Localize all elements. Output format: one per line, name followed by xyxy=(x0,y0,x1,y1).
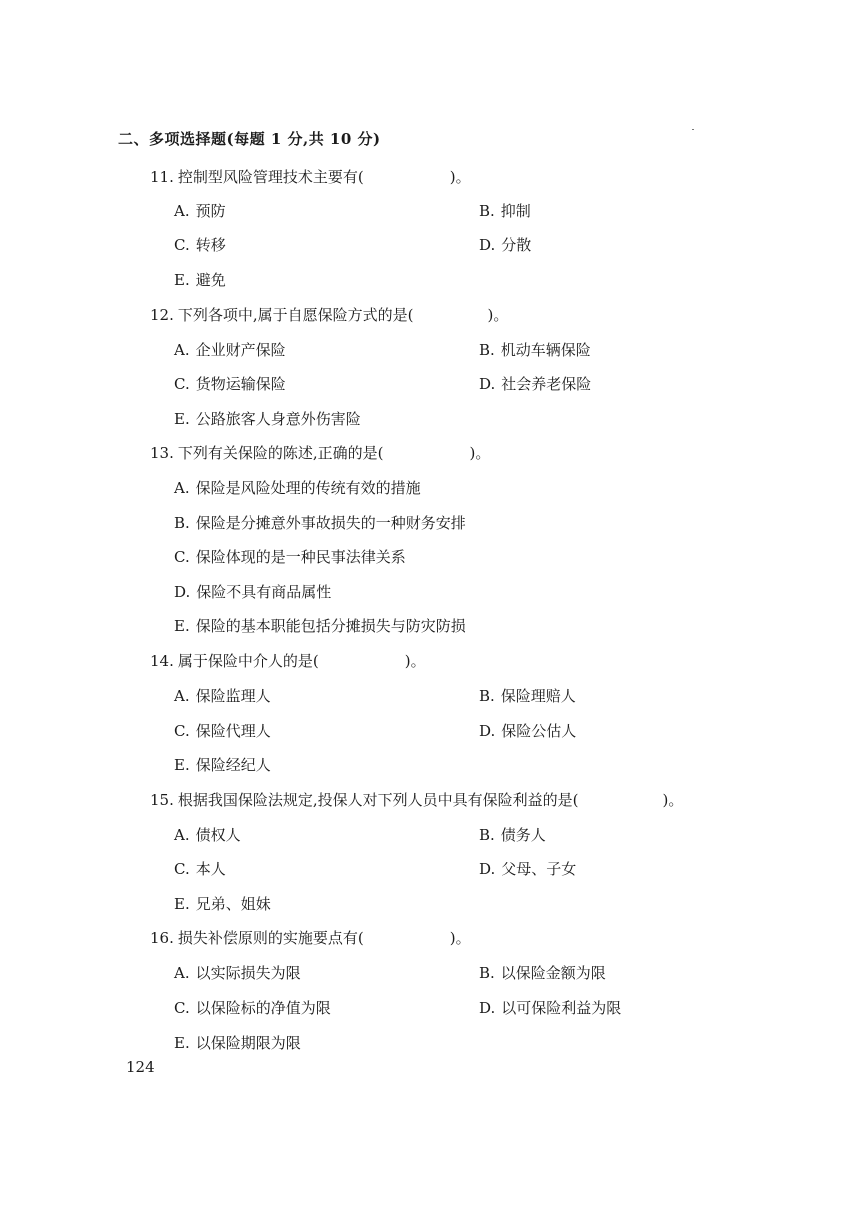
option-c xyxy=(174,546,406,567)
option-d xyxy=(174,581,331,602)
option-letter: E. xyxy=(174,617,190,635)
option-letter: B. xyxy=(479,202,495,220)
option-letter: C. xyxy=(174,999,190,1017)
option-text: 保险的基本职能包括分摊损失与防灾防损 xyxy=(195,617,466,635)
option-text: 保险是分摊意外事故损失的一种财务安排 xyxy=(195,514,466,532)
option-letter: D. xyxy=(479,236,496,254)
option-c xyxy=(174,234,226,255)
option-letter: A. xyxy=(174,687,190,705)
option-text: 以保险标的净值为限 xyxy=(195,999,331,1017)
page-number: 124 xyxy=(126,1058,155,1076)
question-12 xyxy=(150,304,790,325)
option-text: 抑制 xyxy=(500,202,531,220)
question-stem: 下列各项中,属于自愿保险方式的是( xyxy=(177,306,414,324)
option-text: 保险体现的是一种民事法律关系 xyxy=(195,548,406,566)
option-text: 保险是风险处理的传统有效的措施 xyxy=(195,479,421,497)
option-letter: B. xyxy=(174,514,190,532)
option-d xyxy=(479,720,576,741)
option-letter: C. xyxy=(174,722,190,740)
option-b xyxy=(479,685,576,706)
option-text: 机动车辆保险 xyxy=(500,341,591,359)
option-c xyxy=(174,720,271,741)
question-number: 16. xyxy=(150,929,174,947)
option-text: 转移 xyxy=(195,236,226,254)
option-b xyxy=(174,512,466,533)
option-text: 分散 xyxy=(501,236,532,254)
question-11 xyxy=(150,166,790,187)
option-e xyxy=(174,269,226,290)
option-text: 企业财产保险 xyxy=(195,341,286,359)
option-letter: D. xyxy=(479,722,496,740)
question-stem: 根据我国保险法规定,投保人对下列人员中具有保险利益的是( xyxy=(177,791,579,809)
question-13 xyxy=(150,442,790,463)
option-e xyxy=(174,893,271,914)
question-close: )。 xyxy=(487,306,509,324)
question-close: )。 xyxy=(404,652,426,670)
scan-speck xyxy=(692,129,694,130)
option-d xyxy=(479,373,591,394)
option-text: 预防 xyxy=(195,202,226,220)
option-letter: E. xyxy=(174,271,190,289)
question-stem: 属于保险中介人的是( xyxy=(177,652,319,670)
question-14 xyxy=(150,650,790,671)
option-letter: E. xyxy=(174,1034,190,1052)
option-letter: B. xyxy=(479,964,495,982)
option-d xyxy=(479,997,621,1018)
option-text: 父母、子女 xyxy=(501,860,577,878)
option-a xyxy=(174,824,241,845)
option-letter: C. xyxy=(174,860,190,878)
option-text: 社会养老保险 xyxy=(501,375,592,393)
question-close: )。 xyxy=(662,791,684,809)
question-number: 13. xyxy=(150,444,174,462)
option-letter: D. xyxy=(479,999,496,1017)
section-title: 二、多项选择题(每题 1 分,共 10 分) xyxy=(118,130,381,148)
question-close: )。 xyxy=(449,929,471,947)
option-d xyxy=(479,234,531,255)
option-a xyxy=(174,339,286,360)
option-b xyxy=(479,200,531,221)
option-text: 保险监理人 xyxy=(195,687,271,705)
question-close: )。 xyxy=(449,168,471,186)
option-text: 以实际损失为限 xyxy=(195,964,301,982)
option-letter: D. xyxy=(174,583,191,601)
option-text: 保险经纪人 xyxy=(195,756,271,774)
option-text: 保险不具有商品属性 xyxy=(196,583,332,601)
question-number: 11. xyxy=(150,168,174,186)
option-e xyxy=(174,754,271,775)
option-e xyxy=(174,615,466,636)
option-letter: E. xyxy=(174,895,190,913)
option-b xyxy=(479,962,606,983)
question-close: )。 xyxy=(469,444,491,462)
option-letter: C. xyxy=(174,236,190,254)
option-letter: A. xyxy=(174,964,190,982)
option-text: 保险公估人 xyxy=(501,722,577,740)
option-text: 货物运输保险 xyxy=(195,375,286,393)
option-letter: C. xyxy=(174,548,190,566)
option-d xyxy=(479,858,576,879)
question-stem: 下列有关保险的陈述,正确的是( xyxy=(177,444,384,462)
option-a xyxy=(174,685,271,706)
option-text: 债务人 xyxy=(500,826,546,844)
option-letter: B. xyxy=(479,687,495,705)
question-stem: 损失补偿原则的实施要点有( xyxy=(177,929,364,947)
option-letter: B. xyxy=(479,826,495,844)
option-letter: A. xyxy=(174,202,190,220)
question-16 xyxy=(150,927,790,948)
option-letter: E. xyxy=(174,756,190,774)
option-c xyxy=(174,997,331,1018)
question-number: 15. xyxy=(150,791,174,809)
option-letter: C. xyxy=(174,375,190,393)
option-letter: A. xyxy=(174,479,190,497)
option-b xyxy=(479,339,591,360)
option-a xyxy=(174,477,421,498)
option-text: 避免 xyxy=(195,271,226,289)
option-text: 本人 xyxy=(195,860,226,878)
option-e xyxy=(174,1032,301,1053)
option-letter: E. xyxy=(174,410,190,428)
option-c xyxy=(174,858,226,879)
option-text: 保险理赔人 xyxy=(500,687,576,705)
option-text: 保险代理人 xyxy=(195,722,271,740)
option-letter: D. xyxy=(479,375,496,393)
option-text: 公路旅客人身意外伤害险 xyxy=(195,410,361,428)
option-text: 以保险金额为限 xyxy=(500,964,606,982)
question-15 xyxy=(150,789,790,810)
option-text: 以可保险利益为限 xyxy=(501,999,622,1017)
option-letter: B. xyxy=(479,341,495,359)
question-number: 12. xyxy=(150,306,174,324)
option-e xyxy=(174,408,361,429)
option-text: 以保险期限为限 xyxy=(195,1034,301,1052)
option-text: 兄弟、姐妹 xyxy=(195,895,271,913)
option-a xyxy=(174,962,301,983)
question-stem: 控制型风险管理技术主要有( xyxy=(177,168,364,186)
option-letter: A. xyxy=(174,826,190,844)
question-number: 14. xyxy=(150,652,174,670)
option-text: 债权人 xyxy=(195,826,241,844)
option-c xyxy=(174,373,286,394)
option-letter: A. xyxy=(174,341,190,359)
option-letter: D. xyxy=(479,860,496,878)
option-b xyxy=(479,824,546,845)
option-a xyxy=(174,200,226,221)
